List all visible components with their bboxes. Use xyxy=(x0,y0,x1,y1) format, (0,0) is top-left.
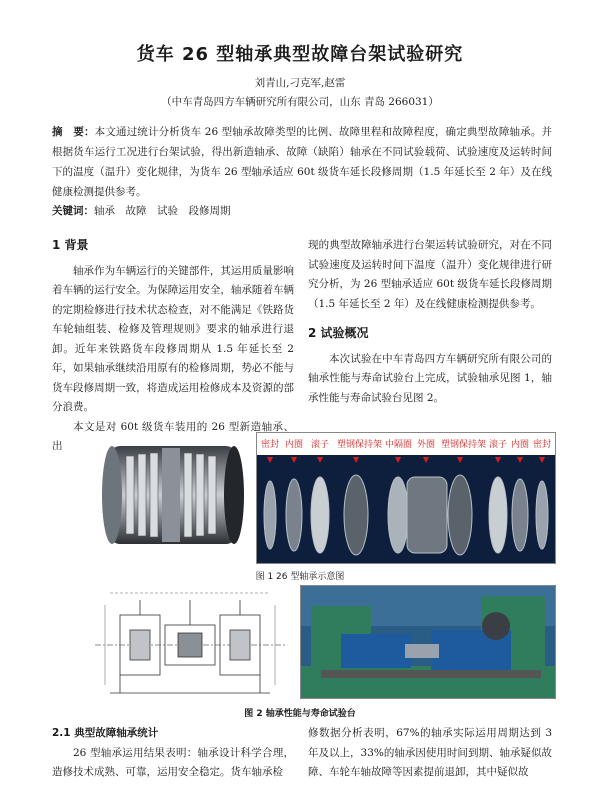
left-column-bottom xyxy=(52,724,294,783)
right-column-top xyxy=(308,236,552,408)
abstract xyxy=(52,122,552,202)
fig1-label-0: 密封 xyxy=(261,440,280,450)
section21-paragraph2: 修数据分析表明，67%的轴承实际运用周期达到 3 年及以上，33%的轴承因使用时间到期、轴承疑似故障、车轮车轴故障等因素提前退卸，其中疑似故 xyxy=(308,727,552,778)
bearing-photo xyxy=(100,428,246,562)
authors: 刘青山,刁克军,赵雷 xyxy=(254,77,346,89)
fig1-label-8: 内圈 xyxy=(511,440,530,450)
fig1-label-5: 外圈 xyxy=(417,440,436,450)
keywords xyxy=(52,203,552,218)
test-rig-drawing xyxy=(90,585,290,705)
fig1-label-1: 内圈 xyxy=(285,440,304,450)
fig1-label-7: 滚子 xyxy=(489,440,508,450)
section1-paragraph1: 轴承作为车辆运行的关键部件，其运用质量影响着车辆的运行安全。为保障运用安全，轴承随着车辆的定期检修进行技术状态检查，对不能满足《铁路货车轮轴组装、检修及管理规则》要求的轴承进行退卸。近年来铁路货车段修周期从 1.5 年延长至 2 年，如果轴承继续沿用原有的检修周期，势必不能与货车段修周期一致，将造成运用检修成本及资源的部分浪费。 xyxy=(52,264,294,413)
test-bench-photo xyxy=(300,585,556,699)
figure2-caption: 图 2 轴承性能与寿命试验台 xyxy=(244,709,356,719)
left-column-top xyxy=(52,236,294,457)
section21-heading: 2.1 典型故障轴承统计 xyxy=(52,727,159,739)
section1-paragraph2: 本文是对 60t 级货车装用的 26 型新造轴承、出 xyxy=(52,420,294,452)
section2-heading: 2 试验概况 xyxy=(308,326,369,340)
fig1-label-3: 塑钢保持架 xyxy=(337,440,383,450)
figure1-caption: 图 1 26 型轴承示意图 xyxy=(255,572,345,582)
abstract-text: 本文通过统计分析货车 26 型轴承故障类型的比例、故障里程和故障程度，确定典型故障轴承。并根据货车运行工况进行台架试验，得出新造轴承、故障（缺陷）轴承在不同试验载荷、试验速度及运转时间下的温度（温升）变化规律，为货车 26 型轴承适应 60t 级货车延长段修周期（1.5 年延长至 2 年）及在线健康检测提供参考。 xyxy=(52,126,552,198)
fig1-label-2: 滚子 xyxy=(311,440,330,450)
fig1-label-6: 塑钢保持架 xyxy=(441,440,487,450)
section1-heading: 1 背景 xyxy=(52,238,89,252)
paper-title: 货车 26 型轴承典型故障台架试验研究 xyxy=(136,44,464,65)
affiliation: （中车青岛四方车辆研究所有限公司，山东 青岛 266031） xyxy=(161,96,439,108)
fig1-label-9: 密封 xyxy=(533,440,552,450)
col2-paragraph2: 本次试验在中车青岛四方车辆研究所有限公司的轴承性能与寿命试验台上完成，试验轴承见图 1，轴承性能与寿命试验台见图 2。 xyxy=(308,352,552,404)
col2-paragraph1: 现的典型故障轴承进行台架运转试验研究，对在不同试验速度及运转时间下温度（温升）变化规律进行研究分析，为 26 型轴承适应 60t 级货车延长段修周期（1.5 年延长至 2 年）及在线健康检测提供参考。 xyxy=(308,239,552,310)
keywords-label: 关键词： xyxy=(52,205,94,217)
bearing-exploded-view xyxy=(256,432,556,564)
section21-paragraph1: 26 型轴承运用结果表明：轴承设计科学合理，造修技术成熟、可靠，运用安全稳定。货车轴承检 xyxy=(52,746,294,778)
keywords-text: 轴承 故障 试验 段修周期 xyxy=(94,205,231,217)
fig1-label-4: 中隔圈 xyxy=(385,440,413,450)
abstract-label: 摘 要： xyxy=(52,126,95,138)
right-column-bottom xyxy=(308,724,552,783)
